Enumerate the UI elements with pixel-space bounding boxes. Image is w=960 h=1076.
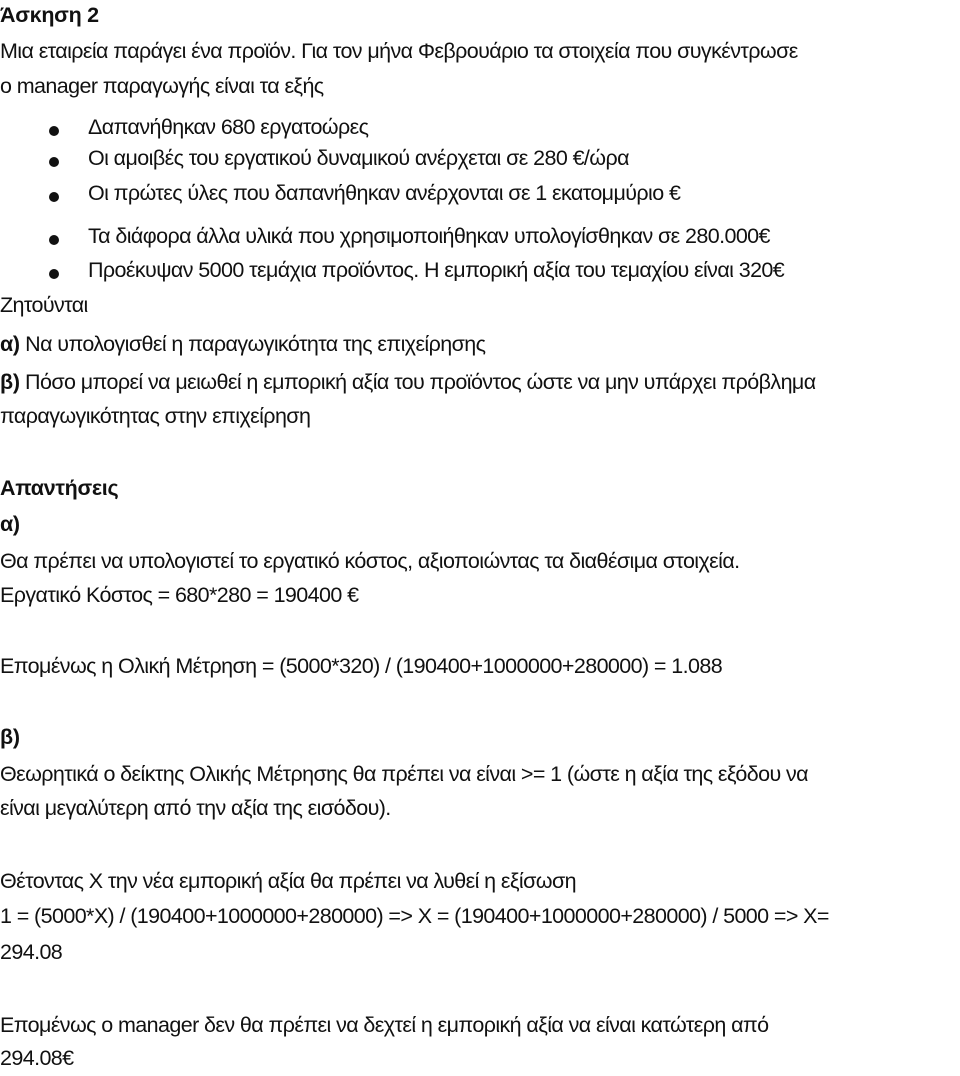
bullet-dot-icon	[49, 269, 59, 279]
bullet-dot-icon	[49, 192, 59, 202]
question-b-text: Πόσο μπορεί να μειωθεί η εμπορική αξία του προϊόντος ώστε να μην υπάρχει πρόβλημα	[19, 370, 816, 394]
answer-b-line-6: Επομένως ο manager δεν θα πρέπει να δεχτεί η εμπορική αξία να είναι κατώτερη από	[0, 1013, 769, 1037]
bullet-dot-icon	[49, 157, 59, 167]
bullet-dot-icon	[49, 126, 59, 136]
question-a-label: α)	[0, 332, 20, 356]
answer-b-line-5: 294.08	[0, 940, 63, 964]
bullet-item-2: Οι αμοιβές του εργατικού δυναμικού ανέρχεται σε 280 €/ώρα	[88, 146, 629, 170]
question-a-text: Να υπολογισθεί η παραγωγικότητα της επιχείρησης	[19, 332, 486, 356]
answer-b-line-3: Θέτοντας Χ την νέα εμπορική αξία θα πρέπει να λυθεί η εξίσωση	[0, 869, 576, 893]
question-a	[0, 334, 485, 356]
bullet-item-5: Προέκυψαν 5000 τεμάχια προϊόντος. Η εμπορική αξία του τεμαχίου είναι 320€	[88, 258, 785, 282]
answer-b-line-1: Θεωρητικά ο δείκτης Ολικής Μέτρησης θα πρέπει να είναι >= 1 (ώστε η αξία της εξόδου να	[0, 762, 808, 786]
answer-b-line-2: είναι μεγαλύτερη από την αξία της εισόδου).	[0, 796, 391, 820]
answers-heading: Απαντήσεις	[0, 476, 119, 500]
question-b-label: β)	[0, 370, 20, 394]
intro-line-1: Μια εταιρεία παράγει ένα προϊόν. Για τον μήνα Φεβρουάριο τα στοιχεία που συγκέντρωσε	[0, 39, 798, 63]
answer-b-line-7: 294.08€	[0, 1046, 74, 1070]
required-heading: Ζητούνται	[0, 293, 88, 317]
bullet-item-4: Τα διάφορα άλλα υλικά που χρησιμοποιήθηκαν υπολογίσθηκαν σε 280.000€	[88, 224, 770, 248]
answer-a-line-1: Θα πρέπει να υπολογιστεί το εργατικό κόστος, αξιοποιώντας τα διαθέσιμα στοιχεία.	[0, 549, 740, 573]
exercise-title: Άσκηση 2	[0, 3, 99, 27]
answer-a-label: α)	[0, 512, 20, 536]
intro-line-2: ο manager παραγωγής είναι τα εξής	[0, 74, 324, 98]
answer-b-label: β)	[0, 725, 20, 749]
answer-a-line-3: Επομένως η Ολική Μέτρηση = (5000*320) / (190400+1000000+280000) = 1.088	[0, 654, 723, 678]
bullet-dot-icon	[49, 235, 59, 245]
answer-a-line-2: Εργατικό Κόστος = 680*280 = 190400 €	[0, 583, 359, 607]
bullet-item-1: Δαπανήθηκαν 680 εργατοώρες	[88, 115, 369, 139]
bullet-item-3: Οι πρώτες ύλες που δαπανήθηκαν ανέρχονται σε 1 εκατομμύριο €	[88, 181, 681, 205]
question-b	[0, 372, 816, 394]
question-b-continued: παραγωγικότητας στην επιχείρηση	[0, 404, 311, 428]
answer-b-line-4: 1 = (5000*X) / (190400+1000000+280000) => X = (190400+1000000+280000) / 5000 => X=	[0, 904, 829, 928]
